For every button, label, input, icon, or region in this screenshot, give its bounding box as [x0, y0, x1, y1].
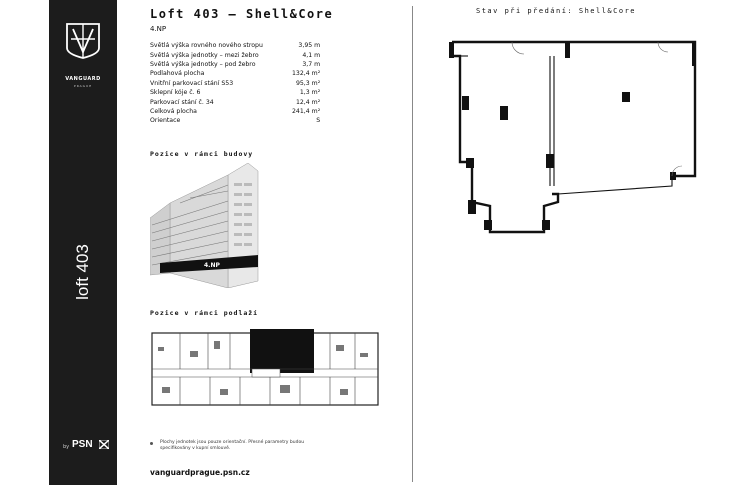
spec-value: 3,95 m [298, 42, 321, 50]
sidebar [49, 0, 117, 485]
vanguard-logo-icon [65, 22, 101, 60]
spec-value: 3,7 m [302, 60, 321, 68]
spec-row [150, 97, 320, 106]
psn-mark-icon [99, 440, 109, 449]
building-position-heading: Pozice v rámci budovy [150, 150, 254, 158]
developer-logo: PSN [72, 439, 93, 450]
specs-table [150, 41, 320, 126]
floor-label: 4.NP [150, 25, 167, 33]
spec-value: 132,4 m² [292, 70, 321, 78]
building-floor-label: 4.NP [204, 262, 220, 269]
spec-label: Podlahová plocha [150, 70, 205, 78]
spec-row [150, 116, 320, 125]
spec-label: Světlá výška jednotky – mezi žebro [150, 51, 259, 59]
floor-position-heading: Pozice v rámci podlaží [150, 309, 259, 317]
spec-label: Vnitřní parkovací stání S53 [150, 79, 234, 87]
spec-row [150, 79, 320, 88]
spec-label: Celková plocha [150, 107, 197, 115]
spec-value: 4,1 m [302, 51, 321, 59]
handover-heading: Stav při předání: Shell&Core [476, 7, 637, 15]
spec-value: 95,3 m² [295, 79, 321, 87]
spec-row [150, 50, 320, 59]
by-label: by [63, 444, 70, 450]
brand-sub: PRAGUE [73, 84, 93, 88]
disclaimer-note: Plochy jednotek jsou pouze orientační. Přesné parametry budou specifikovány v kupní smlouvě. [160, 440, 305, 451]
spec-row [150, 69, 320, 78]
spec-row [150, 107, 320, 116]
spec-value: 12,4 m² [295, 98, 321, 106]
spec-label: Sklepní kóje č. 6 [150, 89, 201, 97]
column-divider [412, 6, 413, 482]
spec-label: Světlá výška rovného nového stropu [150, 42, 263, 50]
spec-label: Parkovací stání č. 34 [150, 98, 214, 106]
note-bullet [150, 442, 153, 445]
spec-value: S [316, 117, 321, 125]
spec-value: 1,3 m² [299, 89, 321, 97]
floor-position-plan [150, 327, 380, 409]
spec-row [150, 41, 320, 50]
spec-label: Orientace [150, 117, 181, 125]
building-illustration [150, 163, 270, 288]
spec-row [150, 60, 320, 69]
website-link[interactable]: vanguardprague.psn.cz [150, 468, 250, 477]
spec-row [150, 88, 320, 97]
spec-value: 241,4 m² [292, 107, 321, 115]
unit-floor-plan [440, 36, 698, 236]
brand-name: VANGUARD [65, 76, 101, 82]
page-title: Loft 403 – Shell&Core [150, 7, 334, 21]
spec-label: Světlá výška jednotky – pod žebro [150, 60, 256, 68]
vertical-title: loft 403 [73, 244, 92, 300]
